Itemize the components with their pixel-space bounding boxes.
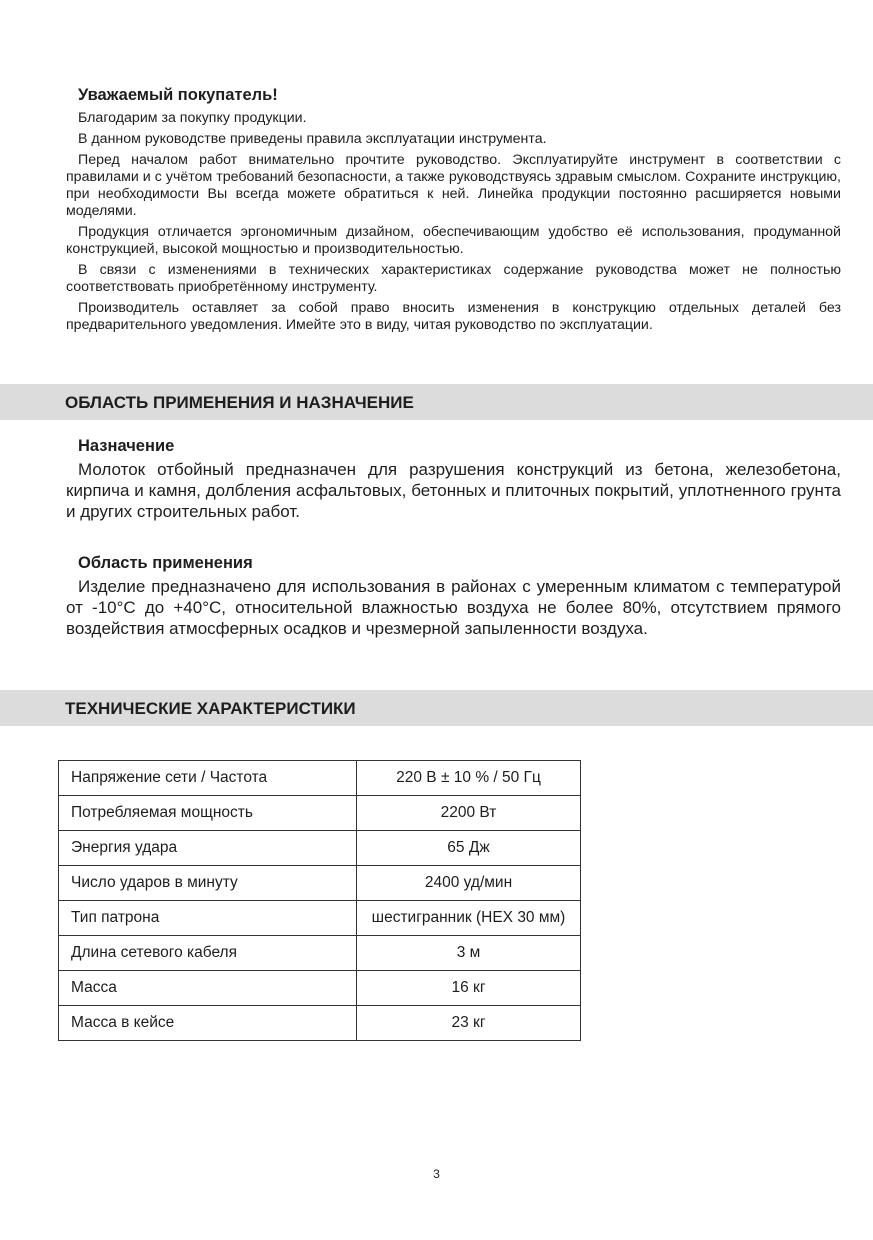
- purpose-block: [66, 436, 841, 522]
- spec-label: Длина сетевого кабеля: [59, 936, 357, 971]
- scope-text: Изделие предназначено для использования в районах с умеренным климатом с температурой от -10°C до +40°C, относительной влажностью воздуха не более 80%, отсутствием прямого воздействия атмосферных осадков и чрезмерной запыленности воздуха.: [66, 577, 841, 638]
- intro-paragraph: В данном руководстве приведены правила эксплуатации инструмента.: [78, 131, 547, 147]
- intro-block: [66, 84, 841, 338]
- table-row: [59, 971, 581, 1006]
- intro-paragraph: Производитель оставляет за собой право вносить изменения в конструкцию отдельных деталей без предварительного уведомления. Имейте это в виду, читая руководство по эксплуатации.: [66, 300, 841, 333]
- table-row: [59, 761, 581, 796]
- intro-paragraph: В связи с изменениями в технических характеристиках содержание руководства может не полностью соответствовать приобретённому инструменту.: [66, 262, 841, 295]
- scope-block: [66, 553, 841, 639]
- table-row: [59, 831, 581, 866]
- spec-label: Потребляемая мощность: [59, 796, 357, 831]
- section-header-application: [0, 384, 873, 420]
- spec-label: Тип патрона: [59, 901, 357, 936]
- spec-value: 65 Дж: [357, 831, 581, 866]
- table-row: [59, 1006, 581, 1041]
- spec-label: Число ударов в минуту: [59, 866, 357, 901]
- table-row: [59, 796, 581, 831]
- spec-value: 2200 Вт: [357, 796, 581, 831]
- spec-value: 16 кг: [357, 971, 581, 1006]
- greeting-heading: Уважаемый покупатель!: [78, 86, 278, 104]
- spec-label: Масса в кейсе: [59, 1006, 357, 1041]
- section-header-specs: [0, 690, 873, 726]
- intro-paragraph: Перед началом работ внимательно прочтите руководство. Эксплуатируйте инструмент в соответствии с правилами и с учётом требований безопасности, а также руководствуясь здравым смыслом. Сохраните инструкцию, при необходимости Вы всегда можете обратиться к ней. Линейка продукции постоянно расширяется новыми моделями.: [66, 152, 841, 219]
- spec-value: 23 кг: [357, 1006, 581, 1041]
- intro-paragraph: Продукция отличается эргономичным дизайном, обеспечивающим удобство её использования, продуманной конструкцией, высокой мощностью и производительностью.: [66, 224, 841, 257]
- spec-value: шестигранник (HEX 30 мм): [357, 901, 581, 936]
- table-row: [59, 936, 581, 971]
- purpose-heading: Назначение: [78, 437, 175, 455]
- spec-value: 220 В ± 10 % / 50 Гц: [357, 761, 581, 796]
- section-title-application: ОБЛАСТЬ ПРИМЕНЕНИЯ И НАЗНАЧЕНИЕ: [65, 393, 414, 412]
- specs-table: [58, 760, 581, 1041]
- section-title-specs: ТЕХНИЧЕСКИЕ ХАРАКТЕРИСТИКИ: [65, 699, 356, 718]
- spec-value: 2400 уд/мин: [357, 866, 581, 901]
- spec-label: Масса: [59, 971, 357, 1006]
- intro-paragraph: Благодарим за покупку продукции.: [78, 110, 307, 126]
- spec-label: Энергия удара: [59, 831, 357, 866]
- purpose-text: Молоток отбойный предназначен для разрушения конструкций из бетона, железобетона, кирпича и камня, долбления асфальтовых, бетонных и плиточных покрытий, уплотненного грунта и других строительных работ.: [66, 460, 841, 521]
- spec-value: 3 м: [357, 936, 581, 971]
- table-row: [59, 901, 581, 936]
- page-number: 3: [433, 1167, 440, 1181]
- table-row: [59, 866, 581, 901]
- scope-heading: Область применения: [78, 554, 253, 572]
- spec-label: Напряжение сети / Частота: [59, 761, 357, 796]
